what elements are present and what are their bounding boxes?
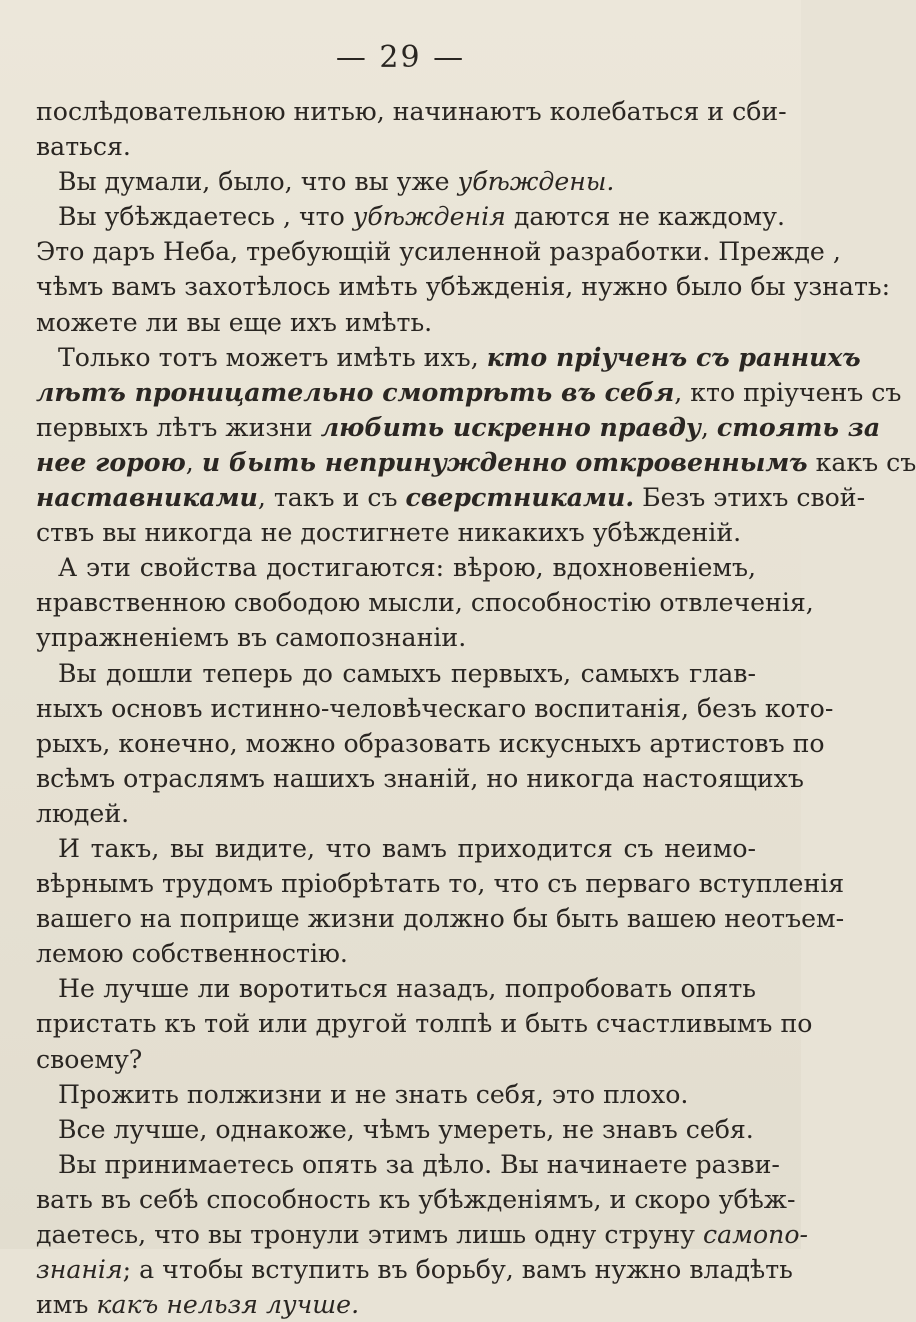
text-line <box>36 796 756 831</box>
text-line <box>36 410 881 445</box>
text-line <box>36 585 814 620</box>
text-segment: Это даръ Неба, требующій усиленной разработки. Прежде , <box>36 237 841 267</box>
text-segment: ; а чтобы вступить въ борьбу, вамъ нужно владѣть <box>122 1255 793 1285</box>
text-line <box>36 761 804 796</box>
text-segment: ваться. <box>36 132 131 162</box>
text-segment: вѣрнымъ трудомъ пріобрѣтать то, что съ перваго вступленія <box>36 869 845 899</box>
emphasized-text: лѣтъ проницательно смотрѣть въ себя <box>36 376 675 407</box>
emphasized-text: какъ нельзя лучше. <box>96 1290 360 1320</box>
emphasized-text: знанія <box>36 1255 123 1285</box>
text-segment: даетесь, что вы тронули этимъ лишь одну струну <box>36 1220 703 1249</box>
text-line <box>36 1252 793 1287</box>
text-line <box>36 1006 813 1041</box>
emphasized-text: убѣжденія <box>352 202 506 232</box>
text-segment: имъ <box>36 1290 97 1320</box>
text-line <box>36 480 866 515</box>
text-line <box>36 164 756 199</box>
text-line <box>36 375 902 410</box>
text-segment: ствъ вы никогда не достигнете никакихъ убѣжденій. <box>36 518 742 548</box>
text-line <box>36 1147 780 1182</box>
text-line <box>36 936 756 971</box>
emphasized-text: сверстниками. <box>405 482 635 513</box>
text-segment: рыхъ, конечно, можно образовать искусныхъ артистовъ по <box>36 728 825 758</box>
text-segment: упражненіемъ въ самопознаніи. <box>36 623 467 653</box>
text-line <box>36 199 785 234</box>
text-segment: нравственною свободою мысли, способностію отвлеченія, <box>36 588 814 618</box>
text-line <box>36 901 845 936</box>
text-segment: Вы принимаетесь опять за дѣло. Вы начинаете разви- <box>58 1149 780 1179</box>
text-line <box>36 1077 756 1112</box>
text-segment: Все лучше, однакоже, чѣмъ умереть, не знавъ себя. <box>58 1114 754 1144</box>
text-segment: можете ли вы еще ихъ имѣть. <box>36 307 433 337</box>
text-segment: Только тотъ можетъ имѣть ихъ, <box>58 342 487 372</box>
text-segment: вать въ себѣ способность къ убѣжденіямъ, и скоро убѣж- <box>36 1184 796 1214</box>
text-line <box>36 305 756 340</box>
emphasized-text: нее горою <box>36 446 186 477</box>
emphasized-text: стоять за <box>716 411 881 442</box>
text-line <box>36 656 756 691</box>
text-line <box>36 831 756 866</box>
text-line <box>36 94 787 129</box>
text-line <box>36 1182 796 1217</box>
text-line <box>36 445 916 480</box>
text-line <box>36 234 841 269</box>
text-line <box>36 971 756 1006</box>
text-line <box>36 550 756 585</box>
emphasized-text: самопо- <box>702 1220 809 1249</box>
text-segment: всѣмъ отраслямъ нашихъ знаній, но никогда настоящихъ <box>36 763 804 793</box>
emphasized-text: убѣждены. <box>457 167 615 197</box>
page-number: — 29 — <box>335 40 466 75</box>
text-segment: , такъ и съ <box>257 483 406 513</box>
emphasized-text: наставниками <box>36 482 258 513</box>
text-line <box>36 726 825 761</box>
text-segment: пристать къ той или другой толпѣ и быть счастливымъ по <box>36 1009 813 1039</box>
text-line <box>36 1217 809 1252</box>
text-segment: ныхъ основъ истинно-человѣческаго воспитанія, безъ кото- <box>36 693 834 723</box>
text-line <box>36 340 861 375</box>
text-segment: , <box>185 447 202 477</box>
text-segment: какъ съ <box>807 447 916 477</box>
text-segment: даются не каждому. <box>505 202 785 232</box>
text-line <box>36 866 845 901</box>
emphasized-text: любить искренно правду <box>320 411 701 442</box>
text-line <box>36 1042 756 1077</box>
text-segment: , кто пріученъ съ <box>674 377 902 407</box>
text-line <box>36 1287 756 1322</box>
text-segment: А эти свойства достигаются: вѣрою, вдохновеніемъ, <box>58 553 756 583</box>
text-segment: вашего на поприще жизни должно бы быть вашею неотъем- <box>36 904 845 934</box>
emphasized-text: и быть непринужденно откровеннымъ <box>201 446 808 477</box>
text-line <box>36 269 891 304</box>
text-segment: чѣмъ вамъ захотѣлось имѣть убѣжденія, нужно было бы узнать: <box>36 272 891 302</box>
text-segment: Безъ этихъ свой- <box>634 483 866 513</box>
text-segment: , <box>700 412 717 442</box>
text-segment: Прожить полжизни и не знать себя, это плохо. <box>58 1079 689 1109</box>
text-line <box>36 1112 756 1147</box>
text-line <box>36 515 756 550</box>
text-segment: лемою собственностію. <box>36 939 348 969</box>
text-segment: И такъ, вы видите, что вамъ приходится съ неимо- <box>58 833 756 863</box>
text-segment: первыхъ лѣтъ жизни <box>36 412 321 442</box>
text-segment: послѣдовательною нитью, начинаютъ колебаться и сби- <box>36 97 787 126</box>
text-segment: Не лучше ли воротиться назадъ, попробовать опять <box>58 974 756 1004</box>
text-segment: Вы убѣждаетесь , что <box>58 202 353 232</box>
text-line <box>36 129 756 164</box>
emphasized-text: кто пріученъ съ раннихъ <box>486 341 861 372</box>
text-segment: своему? <box>36 1044 143 1074</box>
text-segment: Вы думали, было, что вы уже <box>58 167 458 197</box>
text-line <box>36 691 834 726</box>
text-line <box>36 620 756 655</box>
text-segment: людей. <box>36 798 130 828</box>
body-text <box>36 94 916 1322</box>
text-segment: Вы дошли теперь до самыхъ первыхъ, самыхъ глав- <box>58 658 756 688</box>
